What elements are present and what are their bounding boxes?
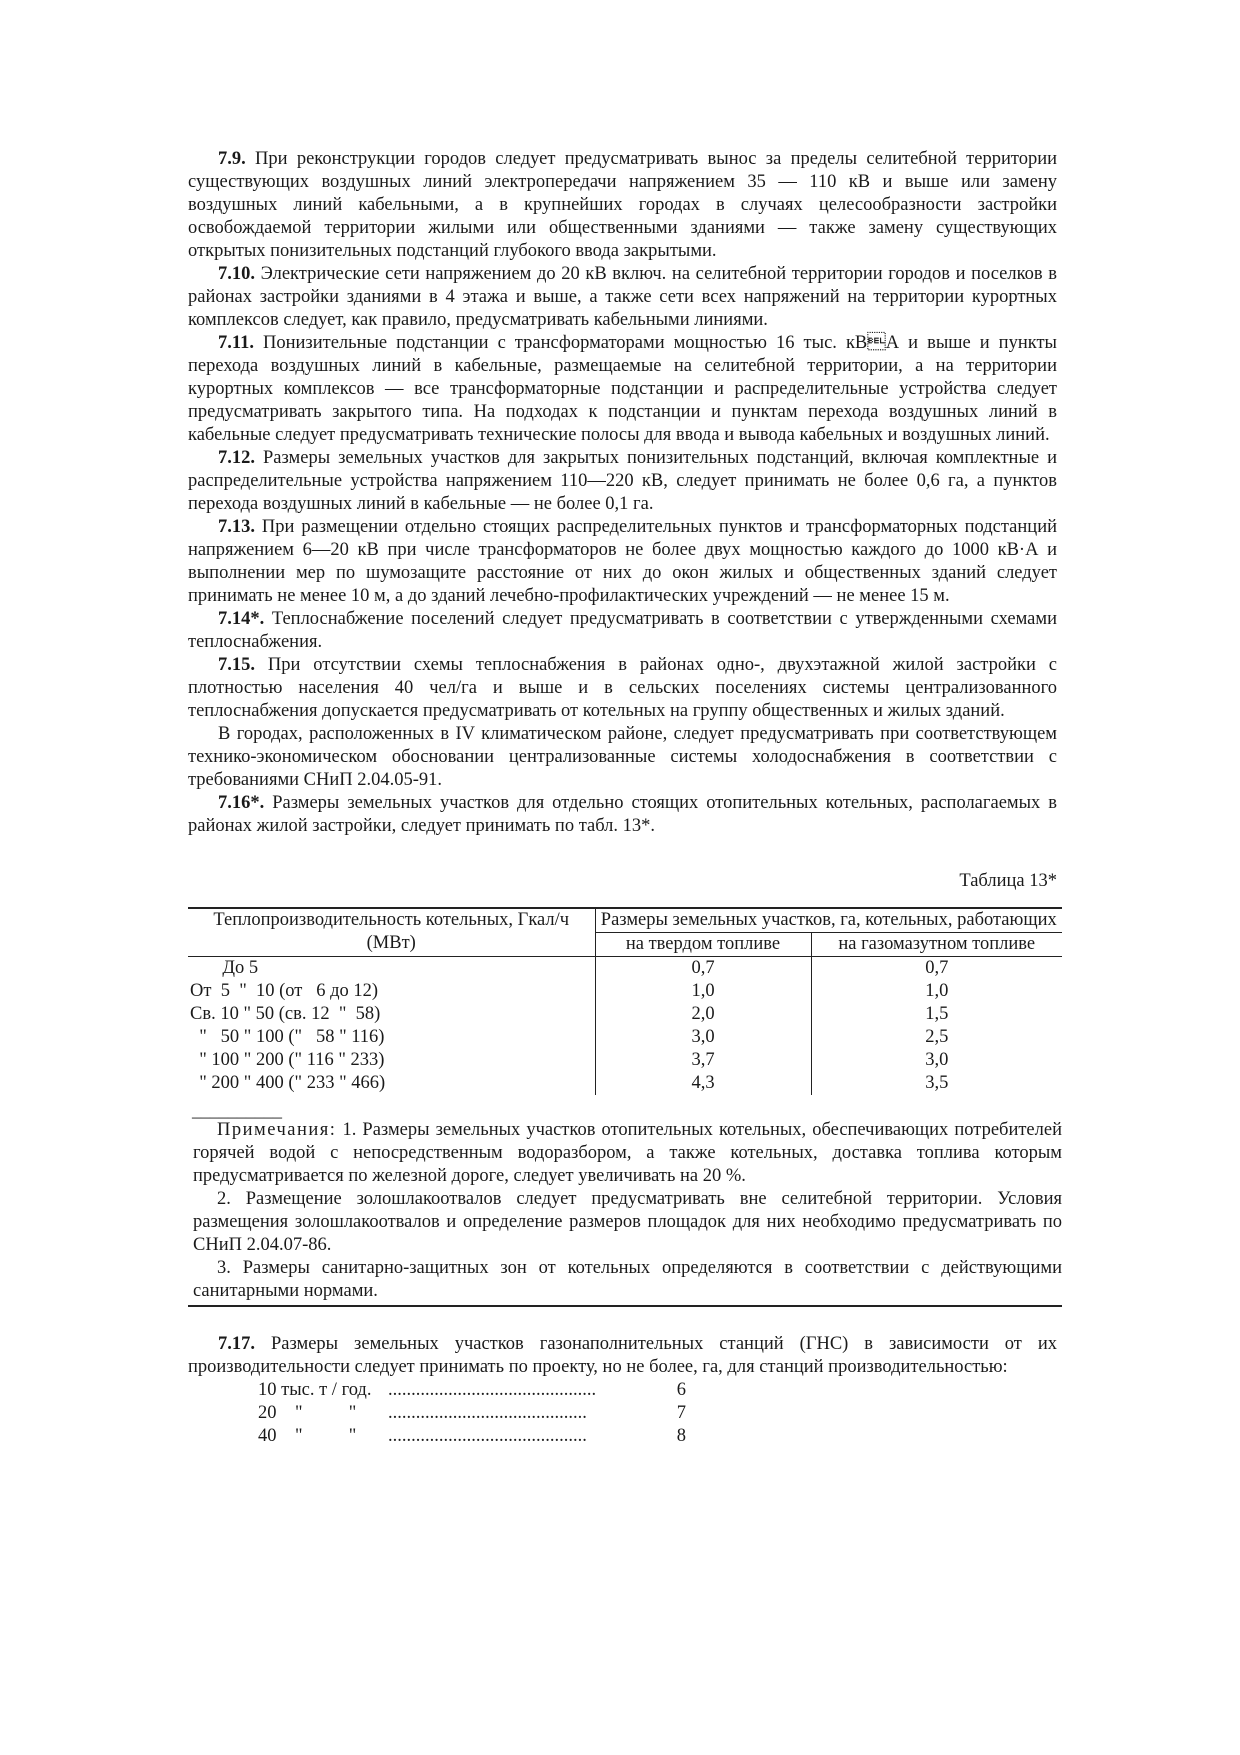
table-row bbox=[188, 1026, 1062, 1049]
clause-number: 7.15. bbox=[218, 655, 255, 675]
paragraph-7-10 bbox=[188, 263, 1057, 332]
col-header-gas-fuel: на газомазутном топливе bbox=[811, 933, 1062, 957]
leader-dots: ........................................... bbox=[388, 1426, 587, 1446]
paragraph-7-9 bbox=[188, 148, 1057, 263]
table-row bbox=[188, 1072, 1062, 1095]
paragraph-7-15-cont bbox=[188, 723, 1057, 792]
row-gas-value: 3,5 bbox=[811, 1072, 1062, 1095]
list-item bbox=[258, 1402, 1057, 1425]
paragraph-7-16 bbox=[188, 792, 1057, 838]
gns-capacity: 40 " " bbox=[258, 1426, 357, 1446]
table-row bbox=[188, 1003, 1062, 1026]
clause-text: Размеры земельных участков для закрытых понизительных подстанций, включая комплектные и распределительные устройства напряжением 110—220 кВ, следует принимать не более 0,6 га, а пунктов перехода воздушных линий в кабельные — не более 0,1 га. bbox=[188, 448, 1057, 514]
paragraph-7-17 bbox=[188, 1333, 1057, 1379]
table-caption: Таблица 13* bbox=[959, 871, 1057, 891]
list-item bbox=[258, 1425, 1057, 1448]
row-gas-value: 2,5 bbox=[811, 1026, 1062, 1049]
notes-lead: Примечания: bbox=[217, 1120, 337, 1140]
row-solid-value: 4,3 bbox=[595, 1072, 811, 1095]
clause-number: 7.17. bbox=[218, 1334, 255, 1354]
clause-text: При размещении отдельно стоящих распределительных пунктов и трансформаторных подстанций напряжением 6—20 кВ при числе трансформаторов не более двух мощностью каждого до 1000 кВ·А и выполнении мер по шумозащите расстояние от них до окон жилых и общественных зданий следует принимать не менее 10 м, а до зданий лечебно-профилактических учреждений — не менее 15 м. bbox=[188, 517, 1057, 606]
table-row bbox=[188, 1049, 1062, 1072]
row-solid-value: 3,7 bbox=[595, 1049, 811, 1072]
document-page bbox=[188, 148, 1062, 1448]
row-capacity: " 50 " 100 (" 58 " 116) bbox=[190, 1027, 385, 1047]
leader-dots: ............................................. bbox=[388, 1380, 597, 1400]
col-header-land-size: Размеры земельных участков, га, котельных, работающих bbox=[595, 908, 1062, 933]
notes-separator: __________ bbox=[192, 1100, 282, 1120]
table-row bbox=[188, 957, 1062, 981]
gns-capacity-list bbox=[258, 1379, 1057, 1448]
list-item bbox=[258, 1379, 1057, 1402]
sections bbox=[188, 148, 1057, 838]
table-13 bbox=[188, 907, 1062, 1095]
clause-text: При реконструкции городов следует предусматривать вынос за пределы селитебной территории существующих воздушных линий электропередачи напряжением 35 — 110 кВ и выше или замену воздушных линий кабельными, а в крупнейших городах в случаях целесообразности застройки освобождаемой территории жилыми или общественными зданиями — также замену существующих открытых понизительных подстанций глубокого ввода закрытыми. bbox=[188, 149, 1057, 261]
leader-dots: ........................................... bbox=[388, 1403, 587, 1423]
note-3 bbox=[193, 1257, 1062, 1303]
note-2 bbox=[193, 1188, 1062, 1257]
table-bottom-rule bbox=[188, 1305, 1062, 1307]
row-capacity: До 5 bbox=[190, 958, 259, 978]
col-header-capacity: Теплопроизводительность котельных, Гкал/ч (МВт) bbox=[188, 908, 595, 957]
clause-number: 7.13. bbox=[218, 517, 255, 537]
clause-text: Электрические сети напряжением до 20 кВ включ. на селитебной территории городов и поселков в районах застройки зданиями в 4 этажа и выше, а также сети всех напряжений на территории курортных комплексов следует, как правило, предусматривать кабельными линиями. bbox=[188, 264, 1057, 330]
row-gas-value: 3,0 bbox=[811, 1049, 1062, 1072]
row-gas-value: 1,0 bbox=[811, 980, 1062, 1003]
row-capacity: Св. 10 " 50 (св. 12 " 58) bbox=[190, 1004, 381, 1024]
paragraph-7-12 bbox=[188, 447, 1057, 516]
col-header-solid-fuel: на твердом топливе bbox=[595, 933, 811, 957]
clause-text: Размеры земельных участков для отдельно стоящих отопительных котельных, располагаемых в районах жилой застройки, следует принимать по табл. 13*. bbox=[188, 793, 1057, 836]
gns-capacity: 10 тыс. т / год. bbox=[258, 1380, 372, 1400]
row-gas-value: 1,5 bbox=[811, 1003, 1062, 1026]
clause-number: 7.10. bbox=[218, 264, 255, 284]
gns-area: 6 bbox=[676, 1380, 686, 1400]
clause-text: Теплоснабжение поселений следует предусматривать в соответствии с утвержденными схемами теплоснабжения. bbox=[188, 609, 1057, 652]
clause-text: Понизительные подстанции с трансформаторами мощностью 16 тыс. кВА и выше и пункты перехода воздушных линий в кабельные, размещаемые на селитебной территории, а на территории курортных комплексов — все трансформаторные подстанции и распределительные устройства следует предусматривать закрытого типа. На подходах к подстанции и пунктам перехода воздушных линий в кабельные следует предусматривать технические полосы для ввода и вывода кабельных и воздушных линий. bbox=[188, 333, 1057, 445]
row-capacity: " 200 " 400 (" 233 " 466) bbox=[190, 1073, 386, 1093]
note-text: 2. Размещение золошлакоотвалов следует предусматривать вне селитебной территории. Условия размещения золошлакоотвалов и определение размеров площадок для них необходимо предусматривать по СНиП 2.04.07-86. bbox=[193, 1189, 1062, 1255]
paragraph-7-13 bbox=[188, 516, 1057, 608]
note-1 bbox=[193, 1119, 1062, 1188]
clause-number: 7.11. bbox=[218, 333, 254, 353]
paragraph-7-11 bbox=[188, 332, 1057, 447]
table-row bbox=[188, 980, 1062, 1003]
row-solid-value: 1,0 bbox=[595, 980, 811, 1003]
table-notes bbox=[188, 1119, 1062, 1303]
gns-area: 8 bbox=[676, 1426, 686, 1446]
row-capacity: От 5 " 10 (от 6 до 12) bbox=[190, 981, 379, 1001]
paragraph-7-14 bbox=[188, 608, 1057, 654]
row-solid-value: 3,0 bbox=[595, 1026, 811, 1049]
paragraph-7-17-block bbox=[188, 1333, 1057, 1448]
row-capacity: " 100 " 200 (" 116 " 233) bbox=[190, 1050, 385, 1070]
gns-area: 7 bbox=[676, 1403, 686, 1423]
clause-number: 7.16*. bbox=[218, 793, 265, 813]
clause-text: При отсутствии схемы теплоснабжения в районах одно-, двухэтажной жилой застройки с плотностью населения 40 чел/га и выше и в сельских поселениях системы централизованного теплоснабжения допускается предусматривать от котельных на группу общественных и жилых зданий. bbox=[188, 655, 1057, 721]
row-gas-value: 0,7 bbox=[811, 957, 1062, 981]
clause-number: 7.12. bbox=[218, 448, 255, 468]
clause-text: Размеры земельных участков газонаполнительных станций (ГНС) в зависимости от их производительности следует принимать по проекту, но не более, га, для станций производительностью: bbox=[188, 1334, 1057, 1377]
clause-text: В городах, расположенных в IV климатическом районе, следует предусматривать при соответствующем технико-экономическом обосновании централизованные системы холодоснабжения в соответствии с требованиями СНиП 2.04.05-91. bbox=[188, 724, 1057, 790]
clause-number: 7.9. bbox=[218, 149, 246, 169]
row-solid-value: 0,7 bbox=[595, 957, 811, 981]
row-solid-value: 2,0 bbox=[595, 1003, 811, 1026]
note-text: 1. Размеры земельных участков отопительных котельных, обеспечивающих потребителей горячей водой с непосредственным водоразбором, а также котельных, доставка топлива которым предусматривается по железной дороге, следует увеличивать на 20 %. bbox=[193, 1120, 1062, 1186]
paragraph-7-15 bbox=[188, 654, 1057, 723]
note-text: 3. Размеры санитарно-защитных зон от котельных определяются в соответствии с действующими санитарными нормами. bbox=[193, 1258, 1062, 1301]
gns-capacity: 20 " " bbox=[258, 1403, 357, 1423]
clause-number: 7.14*. bbox=[218, 609, 265, 629]
